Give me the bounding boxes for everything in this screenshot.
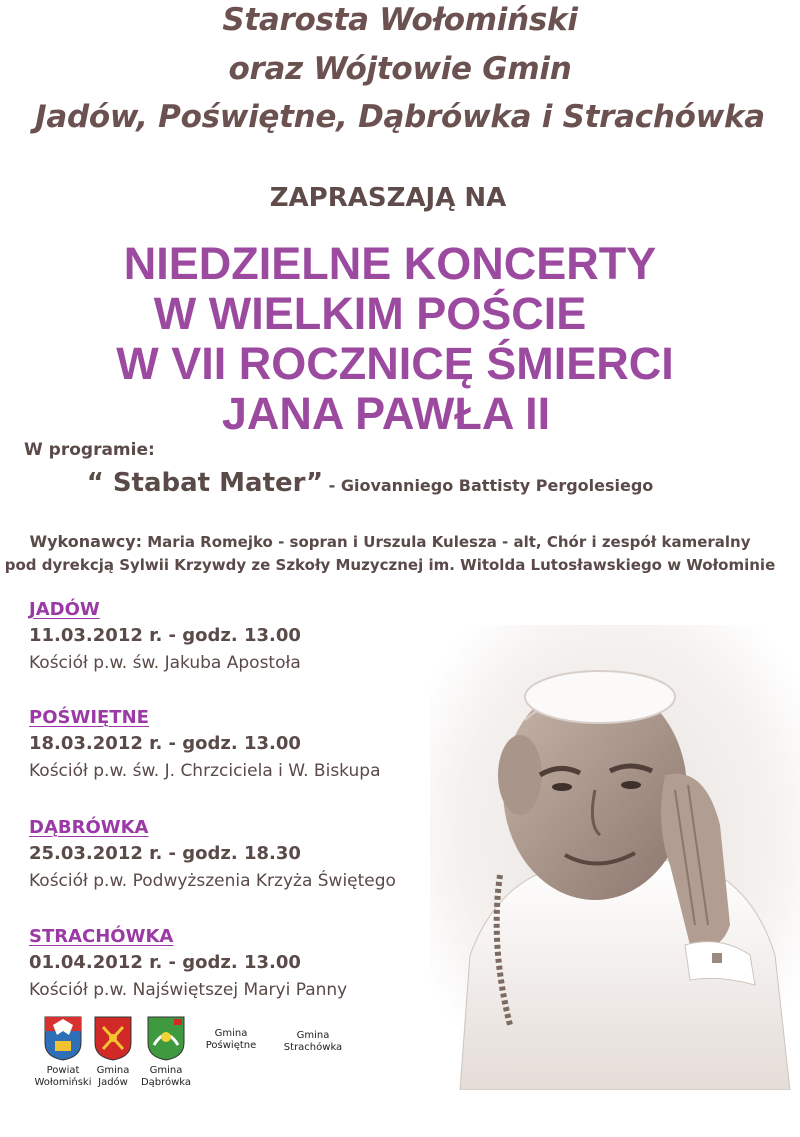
program-label: W programie: bbox=[24, 440, 155, 460]
title-line-4: JANA PAWŁA II bbox=[221, 388, 551, 439]
jadow-crest-icon bbox=[93, 1015, 133, 1061]
event-poswietne bbox=[29, 706, 380, 784]
logo-label-line: Gmina bbox=[296, 1030, 330, 1041]
logo-label-line: Gmina bbox=[96, 1065, 130, 1076]
title-line-3: W VII ROCZNICĘ ŚMIERCI bbox=[116, 338, 674, 389]
logo-label-line: Powiat bbox=[46, 1065, 80, 1076]
pope-portrait-photo bbox=[430, 625, 800, 1090]
event-date: 25.03.2012 r. - godz. 18.30 bbox=[29, 843, 301, 864]
event-dabrowka bbox=[29, 816, 396, 894]
event-place: POŚWIĘTNE bbox=[29, 707, 149, 728]
performers-line-1 bbox=[0, 532, 780, 551]
event-place: JADÓW bbox=[29, 599, 100, 620]
program-work: “ Stabat Mater” bbox=[86, 468, 324, 498]
logo-label-line: Jadów bbox=[98, 1077, 128, 1088]
event-place: DĄBRÓWKA bbox=[29, 817, 149, 838]
performers-line-2: pod dyrekcją Sylwii Krzywdy ze Szkoły Muzycznej im. Witolda Lutosławskiego w Wołominie bbox=[4, 556, 776, 574]
logo-gmina-dabrowka bbox=[140, 1015, 192, 1089]
performers-names: Maria Romejko - sopran i Urszula Kulesza - alt, Chór i zespół kameralny bbox=[142, 533, 751, 551]
logo-label-line: Gmina bbox=[149, 1065, 183, 1076]
title-line-1: NIEDZIELNE KONCERTY bbox=[123, 238, 657, 289]
logo-gmina-jadow bbox=[91, 1015, 135, 1089]
logo-label-line: Poświętne bbox=[205, 1040, 257, 1051]
program-composer: - Giovanniego Battisty Pergolesiego bbox=[323, 476, 654, 495]
event-date: 18.03.2012 r. - godz. 13.00 bbox=[29, 733, 301, 754]
powiat-crest-icon bbox=[43, 1015, 83, 1061]
logo-label-line: Gmina bbox=[214, 1028, 248, 1039]
event-church: Kościół p.w. Najświętszej Maryi Panny bbox=[29, 980, 348, 1000]
event-strachowka bbox=[29, 925, 347, 1003]
logo-label-line: Dąbrówka bbox=[140, 1077, 192, 1088]
event-church: Kościół p.w. św. J. Chrzciciela i W. Biskupa bbox=[29, 761, 381, 781]
invite-heading: ZAPRASZAJĄ NA bbox=[269, 183, 507, 213]
logo-powiat-wolominski bbox=[30, 1015, 96, 1089]
program-line bbox=[0, 468, 740, 498]
event-church: Kościół p.w. Podwyższenia Krzyża Świętego bbox=[29, 871, 396, 891]
header-line-2: oraz Wójtowie Gmin bbox=[228, 51, 572, 87]
performers-lead: Wykonawcy: bbox=[29, 532, 143, 551]
header-line-1: Starosta Wołomiński bbox=[222, 2, 578, 38]
event-place: STRACHÓWKA bbox=[29, 926, 174, 947]
logo-gmina-strachowka bbox=[278, 1030, 348, 1054]
event-date: 01.04.2012 r. - godz. 13.00 bbox=[29, 952, 301, 973]
logo-label-line: Strachówka bbox=[283, 1042, 343, 1053]
dabrowka-crest-icon bbox=[146, 1015, 186, 1061]
event-jadow bbox=[29, 598, 301, 676]
event-date: 11.03.2012 r. - godz. 13.00 bbox=[29, 625, 301, 646]
event-church: Kościół p.w. św. Jakuba Apostoła bbox=[29, 653, 301, 673]
title-line-2: W WIELKIM POŚCIE bbox=[153, 288, 587, 339]
logo-gmina-poswietne bbox=[198, 1028, 264, 1052]
header-line-3: Jadów, Poświętne, Dąbrówka i Strachówka bbox=[35, 99, 765, 135]
logo-label-line: Wołomiński bbox=[34, 1077, 92, 1088]
